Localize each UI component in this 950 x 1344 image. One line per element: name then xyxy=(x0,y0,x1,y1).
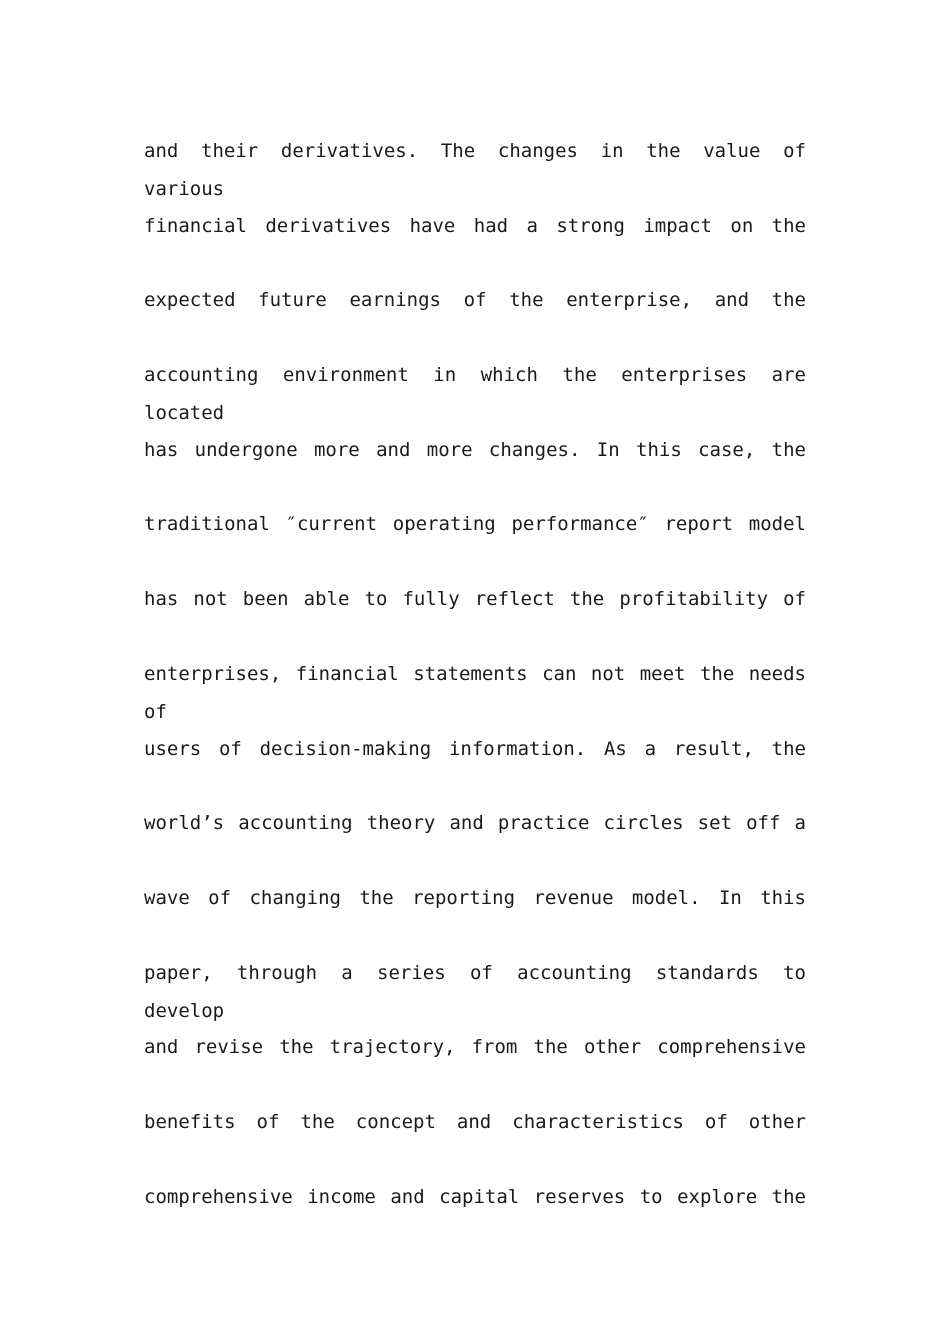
body-paragraph xyxy=(144,132,806,1252)
text-line: expected future earnings of the enterprise, and the xyxy=(144,289,806,312)
text-line: benefits of the concept and characteristics of other xyxy=(144,1110,806,1133)
text-line: enterprises, financial statements can not meet the needs of xyxy=(144,662,806,723)
text-line: financial derivatives have had a strong impact on the xyxy=(144,214,806,237)
text-line: has undergone more and more changes. In this case, the xyxy=(144,438,806,461)
text-line: and revise the trajectory, from the other comprehensive xyxy=(144,1036,806,1059)
text-line: wave of changing the reporting revenue model. In this xyxy=(144,886,806,909)
text-line: and their derivatives. The changes in the value of various xyxy=(144,140,806,200)
text-line: traditional ″current operating performance″ report model xyxy=(144,513,806,536)
text-line: users of decision-making information. As a result, the xyxy=(144,737,806,760)
text-line: paper, through a series of accounting standards to develop xyxy=(144,961,806,1022)
text-line: comprehensive income and capital reserves to explore the xyxy=(144,1185,806,1208)
text-line: has not been able to fully reflect the profitability of xyxy=(144,588,806,611)
text-line: accounting environment in which the enterprises are located xyxy=(144,364,806,425)
text-line: world’s accounting theory and practice circles set off a xyxy=(144,812,806,835)
